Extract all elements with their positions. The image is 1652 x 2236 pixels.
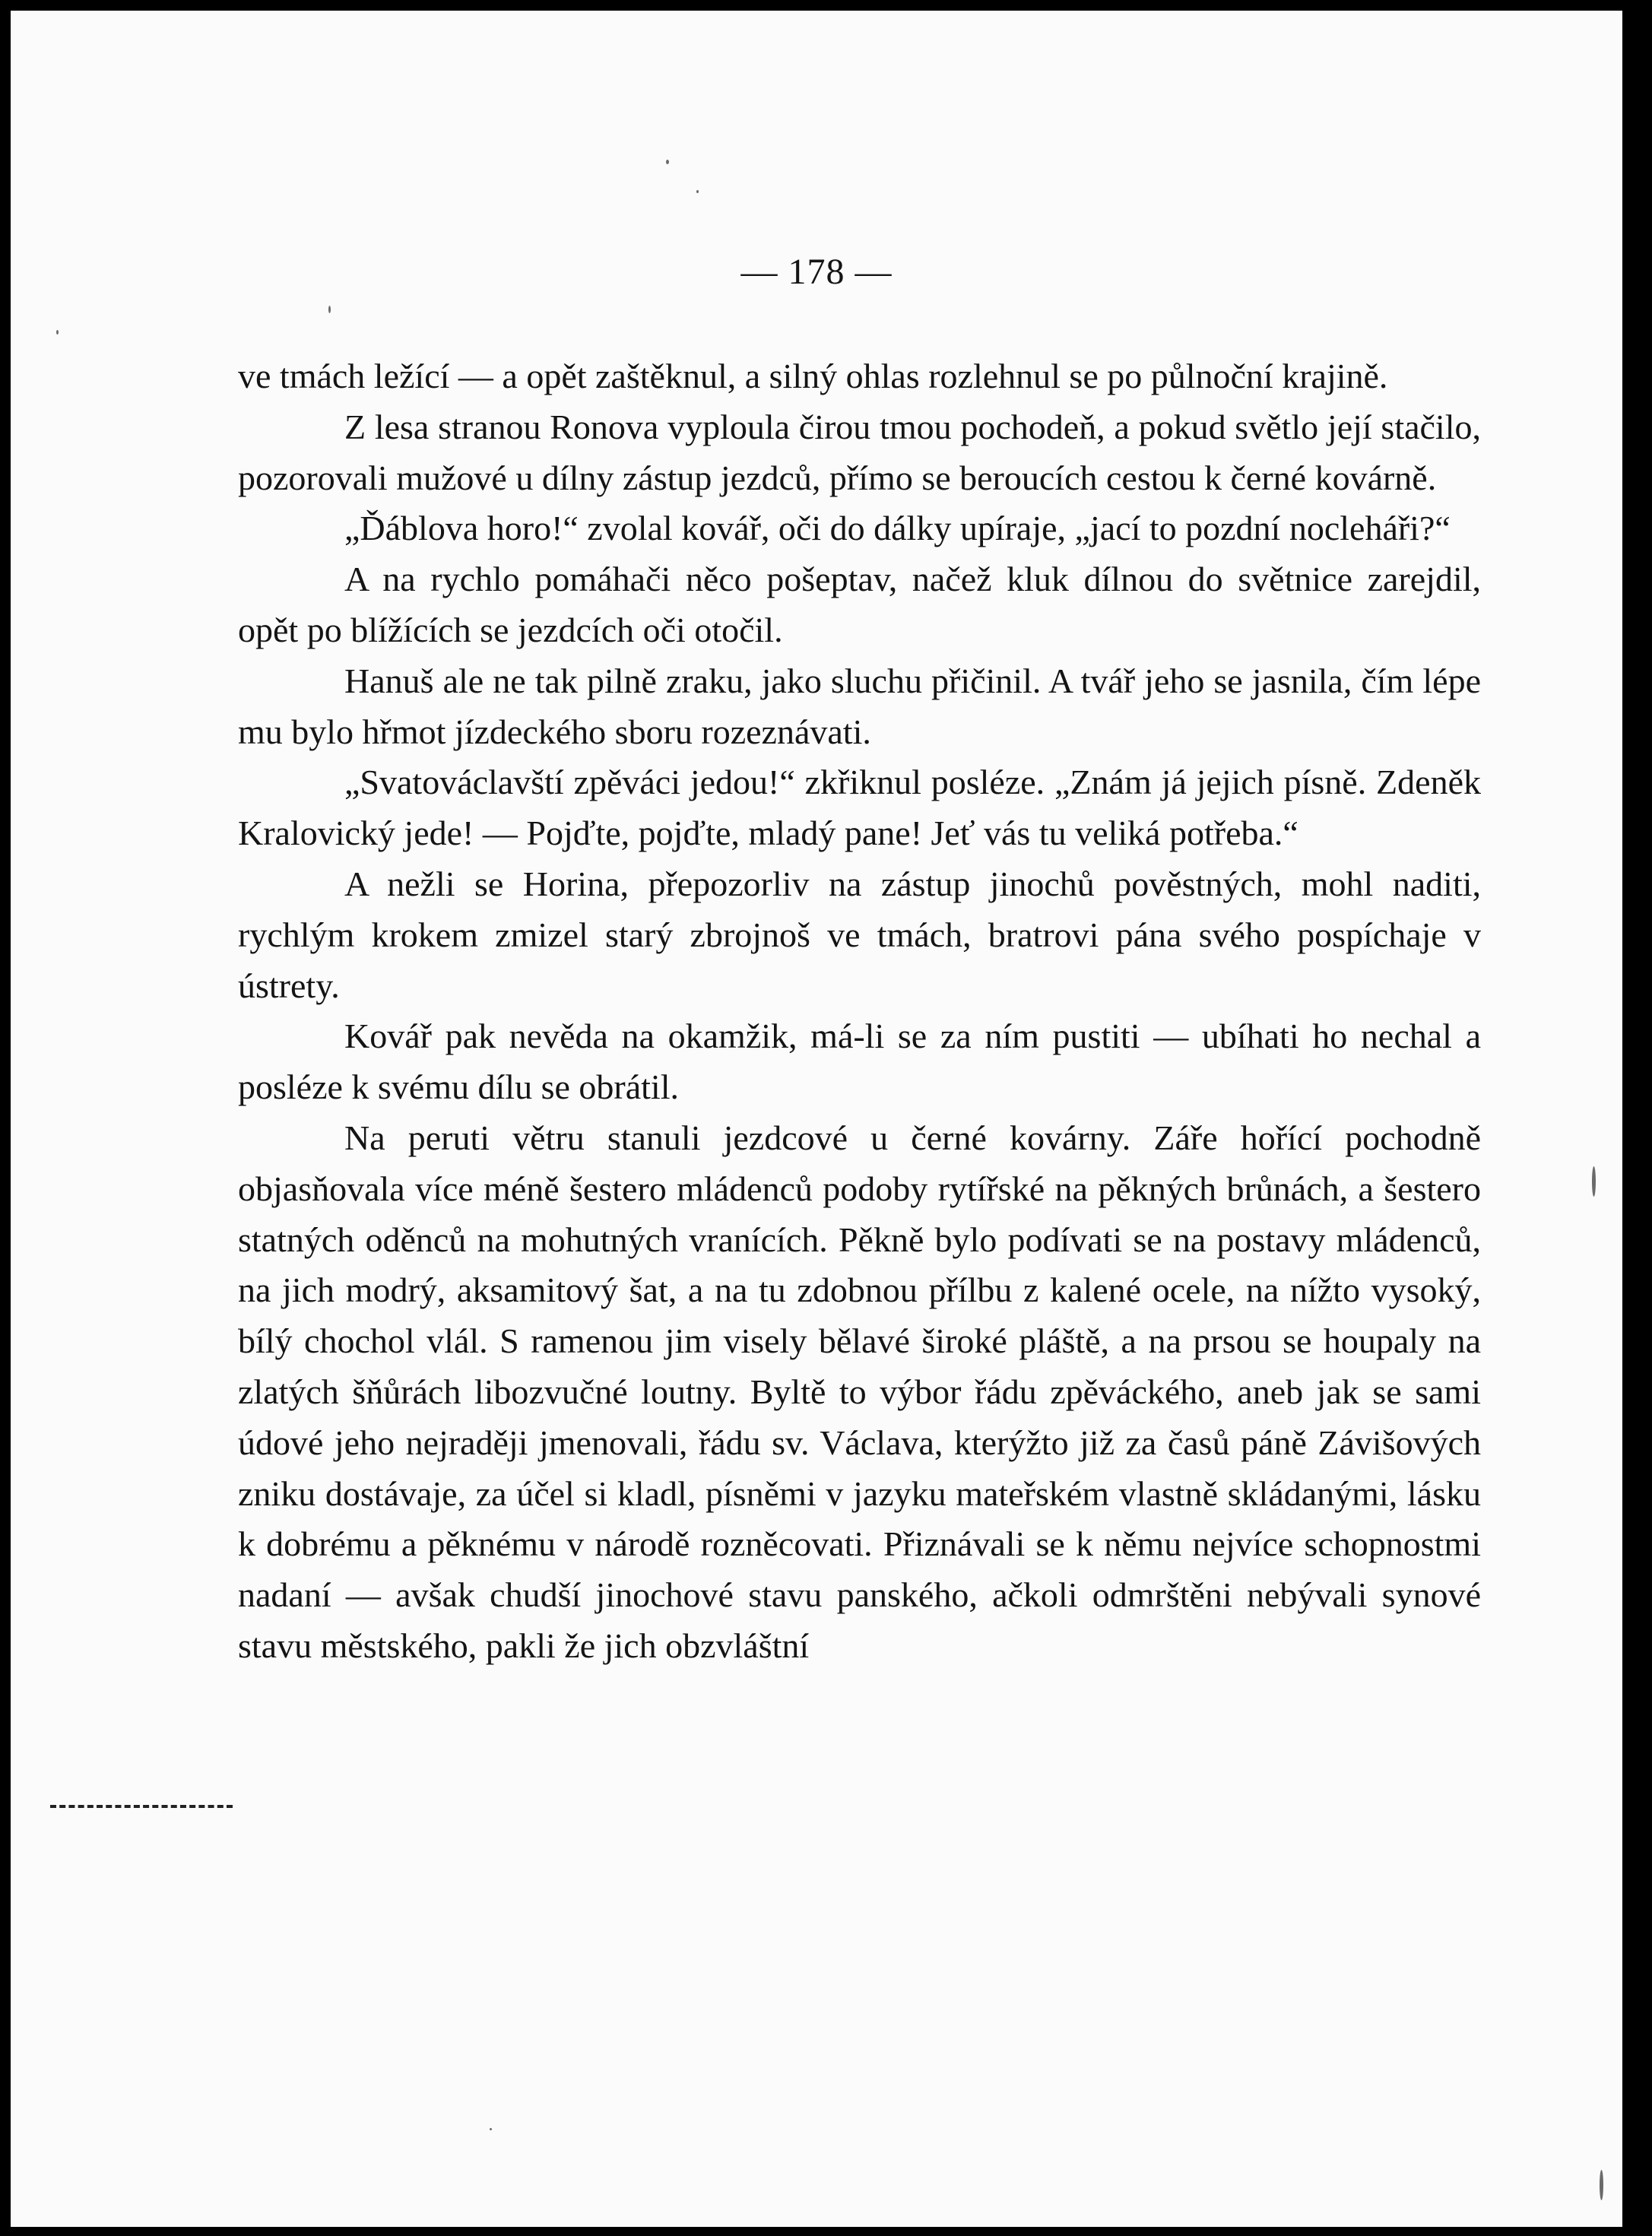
paper-speck [696,190,699,193]
paragraph-4: A na rychlo pomáhači něco pošeptav, načež kluk dílnou do světnice zarejdil, opět po blížících se jezdcích oči otočil. [238,560,1481,649]
paragraph-5: Hanuš ale ne tak pilně zraku, jako sluchu přičinil. A tvář jeho se jasnila, čím lépe mu bylo hřmot jízdeckého sboru rozeznávati. [238,661,1481,751]
paragraph-6: „Svatováclavští zpěváci jedou!“ zkřiknul posléze. „Znám já jejich písně. Zdeněk Kralovický jede! — Pojďte, pojďte, mladý pane! Jeť vás tu veliká potřeba.“ [238,763,1481,853]
book-page [11,11,1622,2227]
paper-speck [56,330,59,335]
paragraph-1: ve tmách ležící — a opět zaštěknul, a silný ohlas rozlehnul se po půlnoční krajině. [238,357,1388,395]
paragraph-9: Na peruti větru stanuli jezdcové u černé kovárny. Záře hořící pochodně objasňovala více méně šestero mládenců podoby rytířské na pěkných brůnách, a šestero statných oděnců na mohutných vranících. Pěkně bylo podívati se na postavy mládenců, na jich modrý, aksamitový šat, a na tu zdobnou přílbu z kalené ocele, na nížto vysoký, bílý chochol vlál. S ramenou jim visely bělavé široké pláště, a na prsou se houpaly na zlatých šňůrách libozvučné loutny. Byltě to výbor řádu zpěváckého, aneb jak se sami údové jeho nejraději jmenovali, řádu sv. Václava, kterýžto již za časů páně Závišových zniku dostávaje, za účel si kladl, písněmi v jazyku mateřském vlastně skládanými, lásku k dobrému a pěknému v národě rozněcovati. Přiznávali se k němu nejvíce schopnostmi nadaní — avšak chudší jinochové stavu panského, ačkoli odmrštěni nebývali synové stavu městského, pakli že jich obzvláštní [238,1118,1481,1665]
paper-speck [1592,1166,1596,1197]
paper-speck [490,2128,492,2130]
paper-speck [328,306,331,313]
paragraph-8: Kovář pak nevěda na okamžik, má-li se za ním pustiti — ubíhati ho nechal a posléze k svému dílu se obrátil. [238,1017,1481,1107]
paragraph-7: A nežli se Horina, přepozorliv na zástup jinochů pověstných, mohl naditi, rychlým krokem zmizel starý zbrojnoš ve tmách, bratrovi pána svého pospíchaje v ústrety. [238,864,1481,1005]
body-text [238,351,1481,1672]
margin-pencil-mark [50,1805,233,1808]
paper-speck [1600,2170,1603,2200]
paper-speck [666,160,669,164]
paragraph-2: Z lesa stranou Ronova vyploula čirou tmou pochodeň, a pokud světlo její stačilo, pozorovali mužové u dílny zástup jezdců, přímo se beroucích cestou k černé kovárně. [238,407,1481,497]
page-number: — 178 — [740,252,893,292]
paragraph-3: „Ďáblova horo!“ zvolal kovář, oči do dálky upíraje, „jací to pozdní nocleháři?“ [344,509,1451,548]
